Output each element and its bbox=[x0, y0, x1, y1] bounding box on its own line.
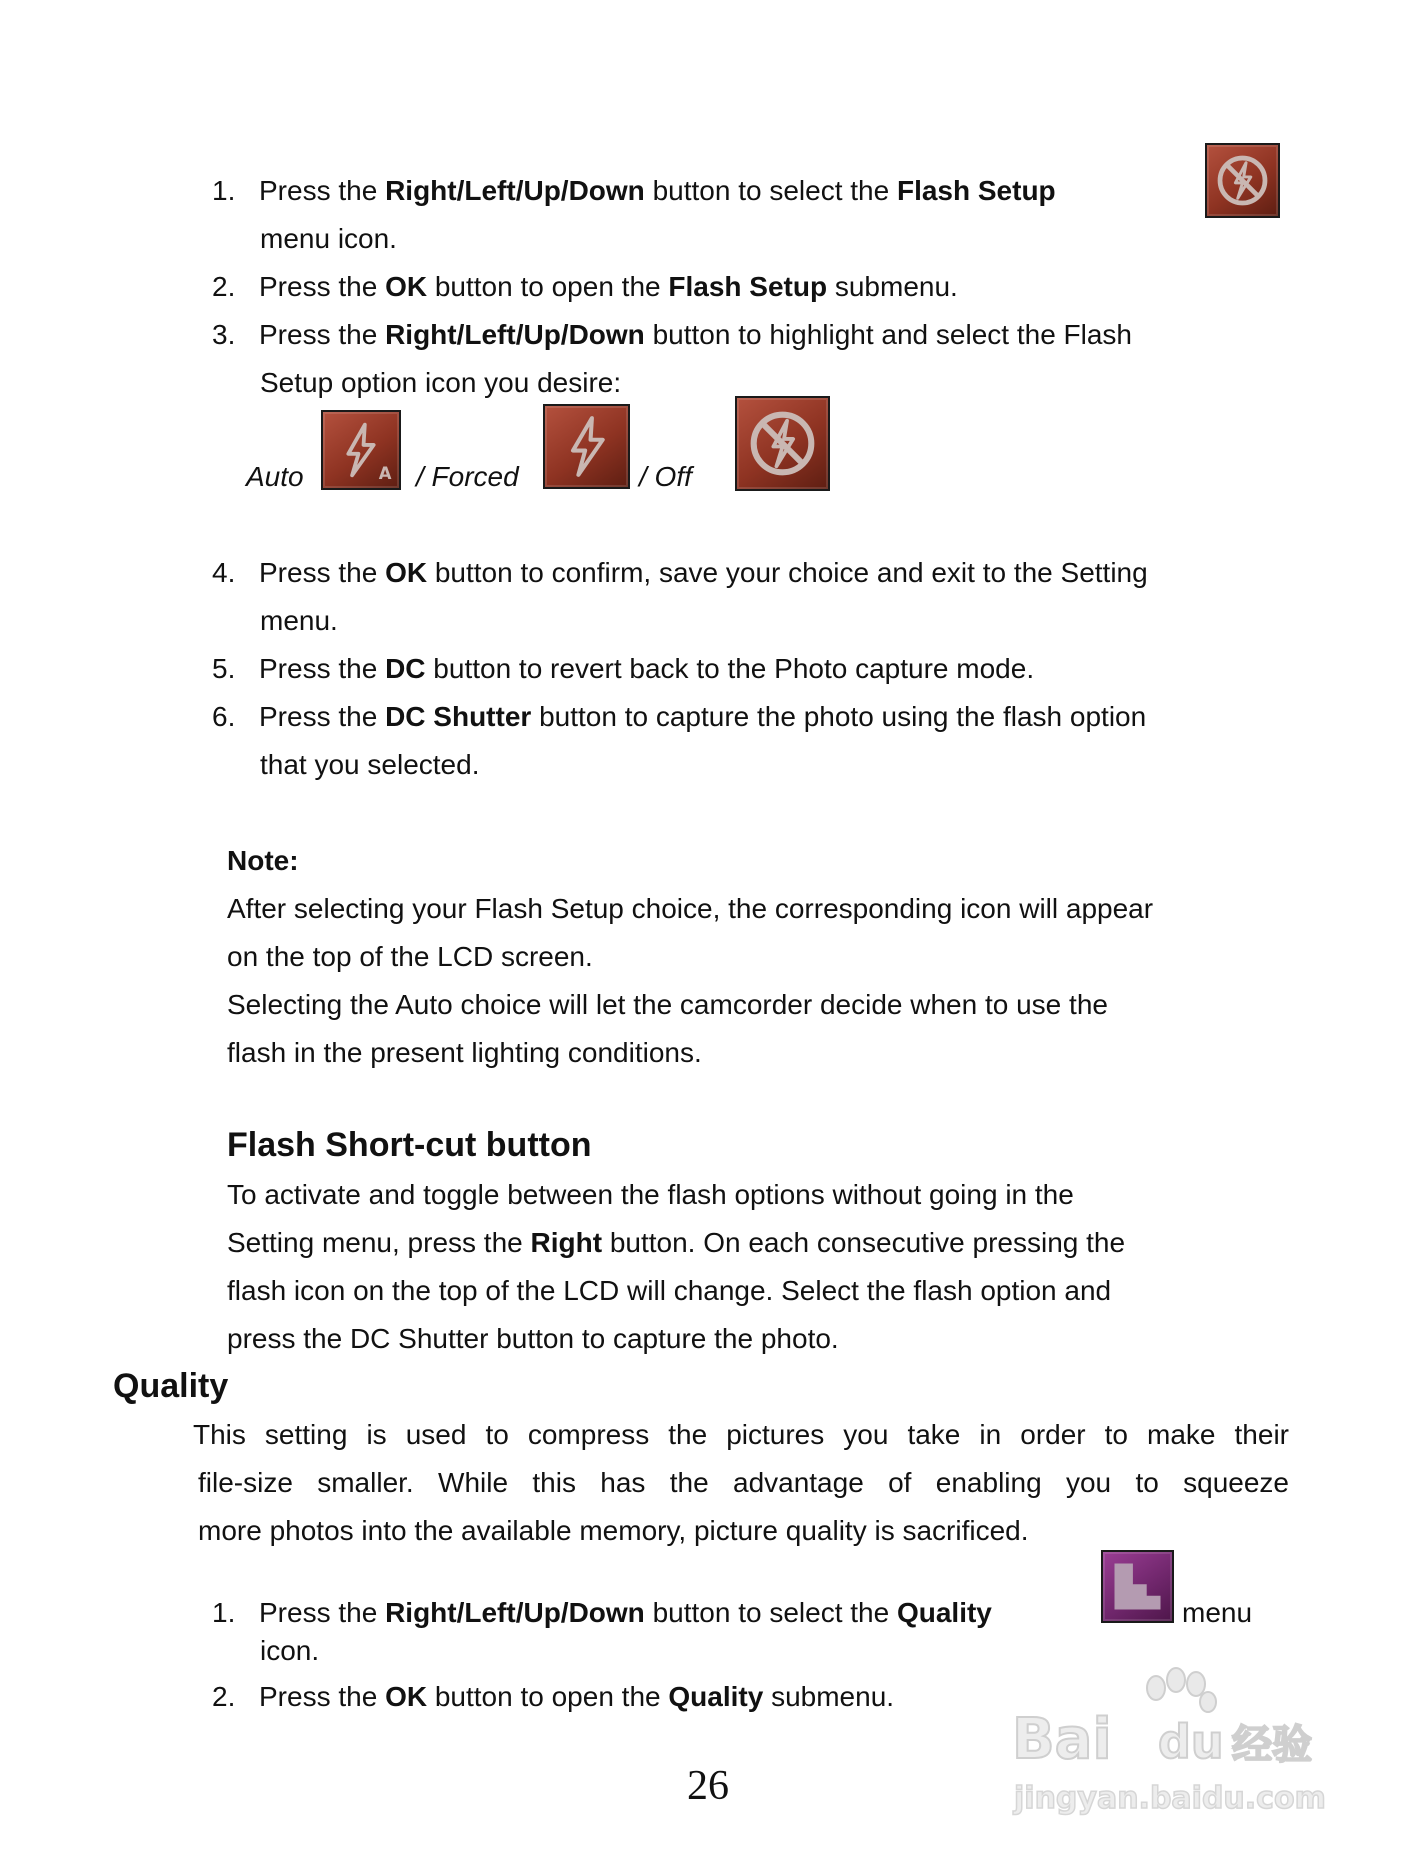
flash-forced-icon bbox=[543, 404, 630, 489]
note-line: After selecting your Flash Setup choice, the corresponding icon will appear bbox=[227, 893, 1154, 924]
shortcut-line-4: press the DC Shutter button to capture the photo. bbox=[227, 1323, 839, 1354]
flash-off-icon bbox=[1205, 143, 1280, 218]
quality-step-1-line-2: icon. bbox=[260, 1635, 320, 1666]
svg-text:jingyan.baidu.com: jingyan.baidu.com bbox=[1014, 1781, 1326, 1816]
baidu-watermark bbox=[1010, 1658, 1330, 1818]
quality-paragraph-line: more photos into the available memory, picture quality is sacrificed. bbox=[198, 1515, 1029, 1546]
page-number: 26 bbox=[687, 1763, 729, 1809]
note-line: flash in the present lighting conditions. bbox=[227, 1037, 702, 1068]
step-4-line-1: Press the OK button to confirm, save your choice and exit to the Setting bbox=[259, 557, 1148, 588]
step-3-line-1: Press the Right/Left/Up/Down button to highlight and select the Flash bbox=[259, 319, 1133, 350]
option-auto-label: Auto bbox=[246, 461, 304, 492]
quality-step-1-line-1: Press the Right/Left/Up/Down button to select the Quality bbox=[259, 1597, 992, 1628]
step-number: 1. bbox=[212, 1597, 236, 1628]
flash-off-option-icon bbox=[735, 396, 830, 491]
step-2-line-1: Press the OK button to open the Flash Setup submenu. bbox=[259, 271, 958, 302]
step-5-line-1: Press the DC button to revert back to the Photo capture mode. bbox=[259, 653, 1035, 684]
quality-step-1-after: menu bbox=[1182, 1597, 1253, 1628]
flash-auto-icon bbox=[321, 410, 401, 490]
step-number: 6. bbox=[212, 701, 236, 732]
option-off-label: / Off bbox=[639, 461, 692, 492]
step-1-line-1: Press the Right/Left/Up/Down button to select the Flash Setup bbox=[259, 175, 1056, 206]
step-4-line-2: menu. bbox=[260, 605, 338, 636]
quality-paragraph-line: file-size smaller. While this has the advantage of enabling you to squeeze bbox=[198, 1467, 1289, 1498]
step-6-line-1: Press the DC Shutter button to capture the photo using the flash option bbox=[259, 701, 1147, 732]
step-1-line-2: menu icon. bbox=[260, 223, 397, 254]
step-number: 2. bbox=[212, 271, 236, 302]
quality-icon bbox=[1101, 1550, 1174, 1623]
shortcut-line-3: flash icon on the top of the LCD will change. Select the flash option and bbox=[227, 1275, 1112, 1306]
quality-heading: Quality bbox=[113, 1367, 229, 1405]
svg-text:du: du bbox=[1158, 1715, 1224, 1769]
step-6-line-2: that you selected. bbox=[260, 749, 480, 780]
note-line: Selecting the Auto choice will let the camcorder decide when to use the bbox=[227, 989, 1108, 1020]
quality-step-2-line-1: Press the OK button to open the Quality submenu. bbox=[259, 1681, 895, 1712]
svg-text:A: A bbox=[378, 464, 392, 484]
step-3-line-2: Setup option icon you desire: bbox=[260, 367, 622, 398]
shortcut-line-2: Setting menu, press the Right button. On each consecutive pressing the bbox=[227, 1227, 1126, 1258]
svg-text:Bai: Bai bbox=[1012, 1707, 1112, 1772]
shortcut-heading: Flash Short-cut button bbox=[227, 1126, 592, 1164]
quality-paragraph-line: This setting is used to compress the pictures you take in order to make their bbox=[193, 1419, 1289, 1450]
note-title: Note: bbox=[227, 845, 299, 876]
step-number: 1. bbox=[212, 175, 236, 206]
shortcut-line-1: To activate and toggle between the flash options without going in the bbox=[227, 1179, 1074, 1210]
step-number: 5. bbox=[212, 653, 236, 684]
step-number: 2. bbox=[212, 1681, 236, 1712]
option-forced-label: / Forced bbox=[416, 461, 519, 492]
svg-text:经验: 经验 bbox=[1232, 1722, 1312, 1768]
step-number: 3. bbox=[212, 319, 236, 350]
step-number: 4. bbox=[212, 557, 236, 588]
note-line: on the top of the LCD screen. bbox=[227, 941, 593, 972]
